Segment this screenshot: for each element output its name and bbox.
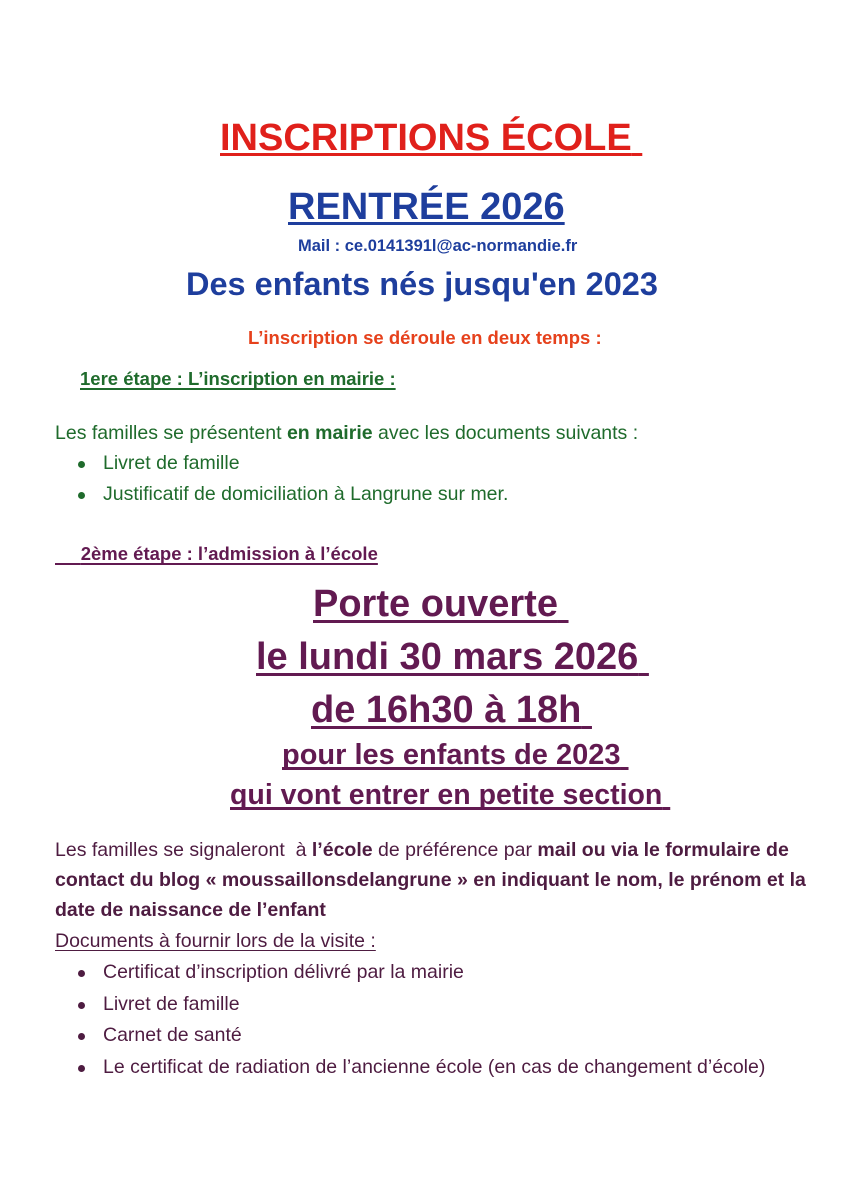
document-label: Certificat d’inscription délivré par la mairie (103, 961, 464, 983)
open-house-audience-line: pour les enfants de 2023 (282, 739, 621, 771)
step1-text-start: Les familles se présentent (55, 422, 287, 444)
contact-text-segment: l’école (311, 839, 373, 861)
contact-instructions-line: contact du blog « moussaillonsdelangrune » en indiquant le nom, le prénom et la (55, 869, 806, 891)
required-document-item (103, 454, 240, 474)
page-title: INSCRIPTIONS ÉCOLE (220, 117, 632, 159)
eligibility-heading: Des enfants nés jusqu'en 2023 (186, 266, 658, 302)
open-house-title: Porte ouverte (313, 583, 558, 625)
document-label: Le certificat de radiation de l’ancienne école (en cas de changement d’école) (103, 1056, 766, 1078)
step2-heading: 2ème étape : l’admission à l’école (80, 543, 378, 564)
bullet-icon (78, 492, 85, 499)
contact-instructions-line (55, 841, 789, 861)
contact-text-segment: de préférence par (372, 839, 538, 861)
open-house-time: de 16h30 à 18h (311, 689, 582, 731)
step1-heading: 1ere étape : L’inscription en mairie : (80, 368, 396, 389)
bullet-icon (78, 1033, 85, 1040)
visit-document-item (103, 963, 464, 983)
document-label: Livret de famille (103, 993, 240, 1015)
open-house-date: le lundi 30 mars 2026 (256, 636, 639, 678)
bullet-icon (78, 461, 85, 468)
school-year-heading: RENTRÉE 2026 (288, 186, 565, 228)
contact-text-segment: mail ou via le formulaire de (537, 839, 789, 861)
document-label: Justificatif de domiciliation à Langrune sur mer. (103, 483, 509, 505)
contact-instructions-line: date de naissance de l’enfant (55, 899, 326, 921)
required-document-item (103, 485, 508, 505)
visit-document-item (103, 1026, 242, 1046)
step1-text-emphasis: en mairie (286, 422, 373, 444)
contact-email: Mail : ce.0141391l@ac-normandie.fr (298, 237, 578, 255)
bullet-icon (78, 1002, 85, 1009)
open-house-audience-line: qui vont entrer en petite section (230, 779, 663, 811)
visit-document-item (103, 995, 240, 1015)
bullet-icon (78, 1065, 85, 1072)
visit-document-item (103, 1058, 765, 1078)
intro-text: L’inscription se déroule en deux temps : (248, 327, 602, 348)
step1-instructions (55, 424, 638, 444)
step1-text-end: avec les documents suivants : (372, 422, 639, 444)
document-label: Livret de famille (103, 452, 240, 474)
bullet-icon (78, 970, 85, 977)
contact-text-segment: Les familles se signaleront à (55, 839, 312, 861)
document-label: Carnet de santé (103, 1024, 242, 1046)
visit-documents-heading: Documents à fournir lors de la visite : (55, 930, 376, 952)
